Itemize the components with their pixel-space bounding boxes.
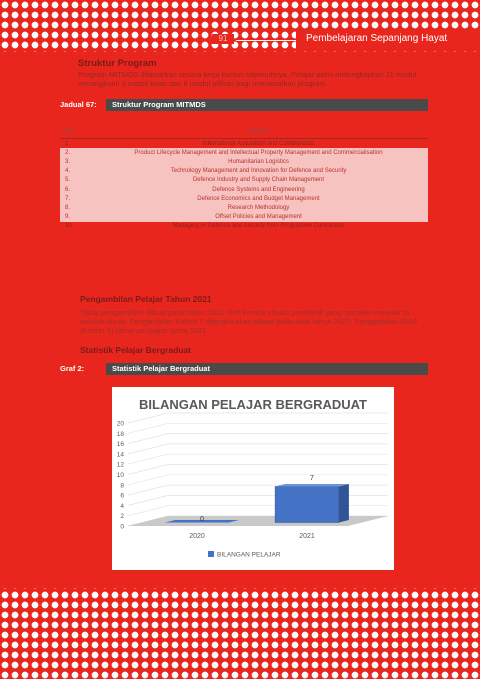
gridline-depth [128,413,168,423]
row-number: 6. [60,185,89,194]
row-module: Managing Hi Defence and Security from Programme Contractors [172,223,345,230]
page-number: 91 [212,34,234,44]
y-tick-label: 4 [120,502,124,510]
chart-floor [128,516,388,526]
data-label: 7 [310,474,314,482]
row-number: 5. [60,176,89,185]
header-rule [236,40,296,41]
column-header-bil: Bil. [60,124,89,139]
section-title: Struktur Program [78,58,157,69]
intake-title: Pengambilan Pelajar Tahun 2021 [80,294,212,304]
chart-caption-label: Graf 2: [60,364,85,373]
gridline-depth [128,423,168,433]
row-number: 9. [60,213,89,222]
legend-label: BILANGAN PELAJAR [217,551,281,559]
y-tick-label: 16 [116,441,124,449]
bar-top [275,484,349,487]
row-number: 8. [60,203,89,212]
y-tick-label: 2 [120,513,124,521]
table-row [60,194,428,203]
gridline-depth [128,444,168,454]
table-row [60,157,428,166]
row-module: Humanitarian Logistics [89,157,428,166]
y-tick-label: 10 [116,472,124,479]
graduates-title: Statistik Pelajar Bergraduat [80,345,192,355]
gridline-depth [128,434,168,444]
bar-front [275,486,339,522]
x-tick-label: 2021 [299,533,315,540]
running-title: Pembelajaran Sepanjang Hayat [306,33,448,44]
row-number: 3. [60,157,89,166]
row-module: Offset Policies and Management [89,213,428,222]
table-row [60,213,428,222]
module-table [60,124,428,231]
table-row [60,148,428,157]
y-tick-label: 8 [120,482,124,490]
table-row [60,222,428,231]
row-module: Technology Management and Innovation for Defence and Security [89,167,428,176]
x-tick-label: 2020 [189,533,205,540]
row-module: Product Lifecycle Management and Intellectual Property Management and Commercialisation [89,148,428,157]
row-number: 2. [60,148,89,157]
row-module: International Acquisition and Collaboration [202,140,315,147]
y-tick-label: 6 [120,492,124,500]
chart-caption-title: Statistik Pelajar Bergraduat [106,363,428,375]
chart-title: BILANGAN PELAJAR BERGRADUAT [139,397,367,412]
legend-swatch [208,551,214,557]
row-module: Defence Industry and Supply Chain Management [89,176,428,185]
table-row [60,185,428,194]
row-number: 7. [60,194,89,203]
table-row [60,176,428,185]
chart-svg [112,387,394,570]
row-module: Defence Economics and Budget Management [89,194,428,203]
gridline-depth [128,495,168,505]
table-caption-label: Jadual 67: [60,100,97,109]
row-module: Defence Systems and Engineering [89,185,428,194]
table-caption-title: Struktur Program MITMDS [106,99,428,111]
graduates-chart [112,387,394,570]
row-number: 10. [65,223,74,230]
gridline-depth [128,506,168,516]
y-tick-label: 12 [116,461,124,469]
row-number: 4. [60,167,89,176]
y-tick-label: 0 [120,523,124,531]
data-label: 0 [200,516,204,523]
table-row [60,167,428,176]
y-tick-label: 14 [116,451,124,459]
bar-side [339,484,349,523]
table-row [60,203,428,212]
gridline-depth [128,485,168,495]
gridline-depth [128,475,168,485]
intake-paragraph: Tiada pengambilan dibuat pada tahun 2021 oleh kerana situasi pandemik yang semakin menular di seluruh dunia. Pengambilan Kohort 2 dijangka akan dibuat pada awal tahun 2022. Pengambilan 2019 (Kohort 1) tamat pengajian pada 2021. [80,308,417,336]
row-module: Research Methodology [89,203,428,212]
table-caption [60,99,428,111]
gridline-depth [128,454,168,464]
table-header-row [60,124,428,139]
y-tick-label: 20 [116,420,124,428]
chart-caption [60,363,428,375]
row-number: 1. [65,140,71,147]
y-tick-label: 18 [116,430,124,438]
gridline-depth [128,465,168,475]
column-header-modul: Modul [89,124,428,139]
table-row [60,139,428,149]
section-intro: Program MITMDS ditawarkan secara kerja kursus sepenuhnya. Pelajar perlu melengkapkan 11 modul merangkumi 3 modul teras dan 8 modul pilihan bagi menamatkan program. [78,70,417,88]
